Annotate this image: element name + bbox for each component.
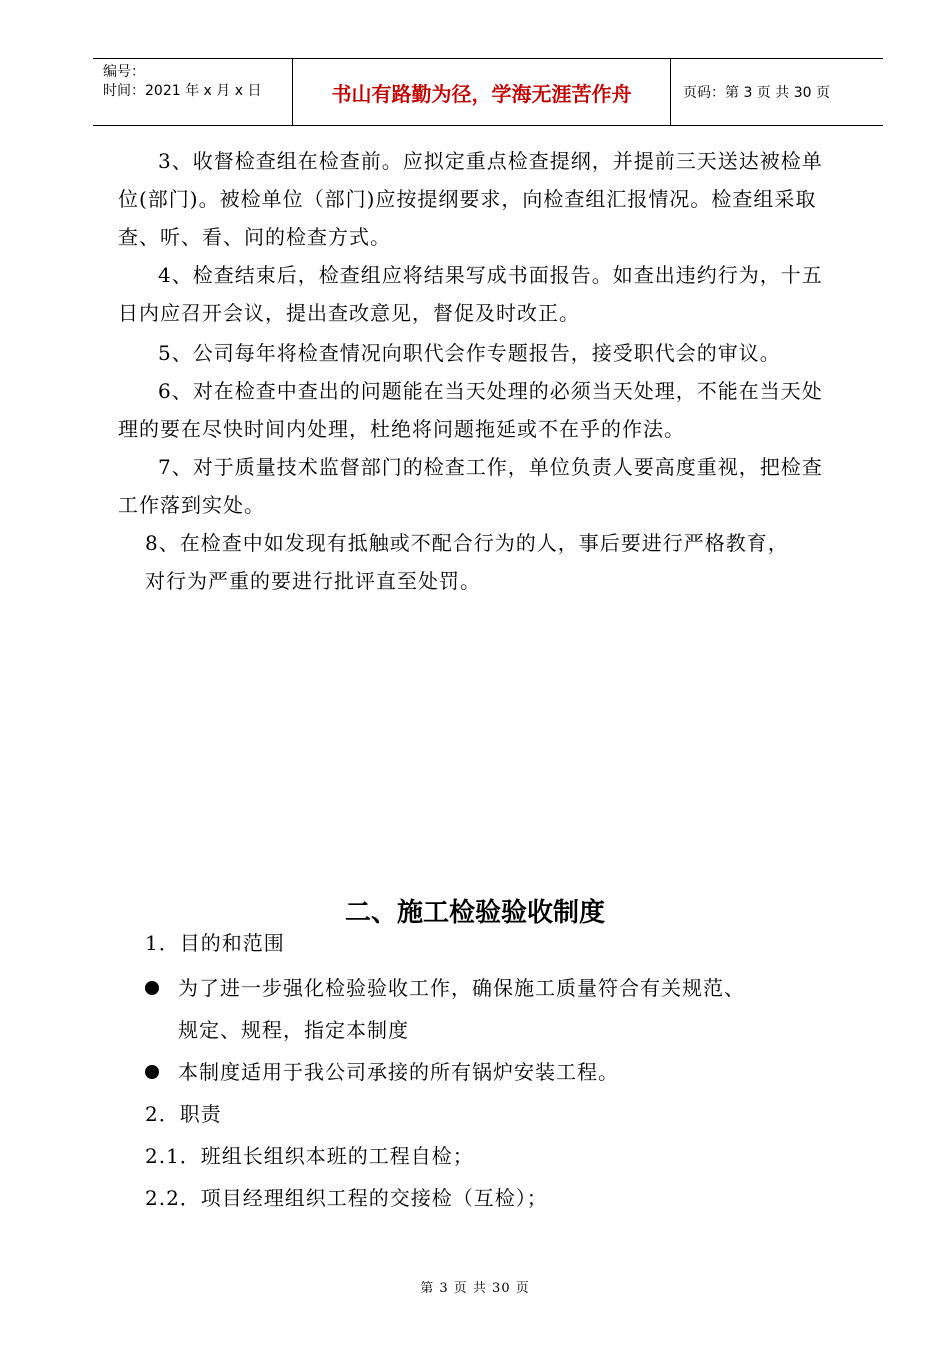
bullet-dot xyxy=(145,981,159,995)
heading-purpose-scope: 1．目的和范围 xyxy=(145,931,285,955)
page-header xyxy=(93,58,883,126)
header-page-info: 页码：第 3 页 共 30 页 xyxy=(683,85,830,101)
paragraph-7: 7、对于质量技术监督部门的检查工作，单位负责人要高度重视，把检查工作落到实处。 xyxy=(118,455,823,517)
paragraph-8-line-1: 8、在检查中如发现有抵触或不配合行为的人，事后要进行严格教育， xyxy=(145,531,789,555)
section-title: 二、施工检验验收制度 xyxy=(344,898,605,928)
page-footer: 第 3 页 共 30 页 xyxy=(420,1281,530,1296)
paragraph-8-line-2: 对行为严重的要进行批评直至处罚。 xyxy=(145,569,481,593)
header-motto: 书山有路勤为径，学海无涯苦作舟 xyxy=(293,59,671,125)
paragraph-6: 6、对在检查中查出的问题能在当天处理的必须当天处理，不能在当天处理的要在尽快时间内处理，杜绝将问题拖延或不在乎的作法。 xyxy=(118,379,823,441)
paragraph-3: 3、收督检查组在检查前。应拟定重点检查提纲，并提前三天送达被检单位(部门)。被检单位（部门)应按提纲要求，向检查组汇报情况。检查组采取查、听、看、问的检查方式。 xyxy=(118,149,823,249)
heading-responsibilities: 2．职责 xyxy=(145,1102,222,1126)
item-2-2: 2.2．项目经理组织工程的交接检（互检）； xyxy=(145,1186,548,1210)
document-number-label: 编号： xyxy=(103,64,145,80)
paragraph-4: 4、检查结束后，检查组应将结果写成书面报告。如查出违约行为，十五日内应召开会议，提出查改意见，督促及时改正。 xyxy=(118,263,823,325)
bullet-dot xyxy=(145,1065,159,1079)
item-2-1: 2.1．班组长组织本班的工程自检； xyxy=(145,1144,474,1168)
bullet-2: 本制度适用于我公司承接的所有锅炉安装工程。 xyxy=(178,1060,619,1084)
document-date: 时间：2021 年 x 月 x 日 xyxy=(103,83,262,99)
bullet-1-line-2: 规定、规程，指定本制度 xyxy=(178,1018,409,1042)
paragraph-5: 5、公司每年将检查情况向职代会作专题报告，接受职代会的审议。 xyxy=(158,341,781,365)
header-meta xyxy=(93,59,293,125)
bullet-1-line-1: 为了进一步强化检验验收工作，确保施工质量符合有关规范、 xyxy=(178,976,745,1000)
